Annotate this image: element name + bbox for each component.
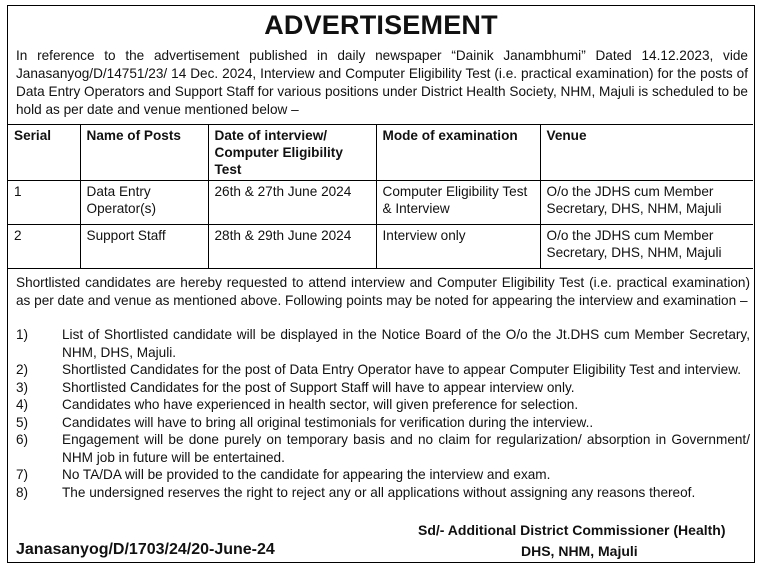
header-date: Date of interview/ Computer Eligibility Test [208, 125, 376, 181]
point-number: 2) [16, 362, 29, 377]
point-text: Candidates who have experienced in health sector, will given preference for selection. [62, 397, 579, 412]
list-item [16, 379, 750, 397]
signatory-title: Sd/- Additional District Commissioner (Health) [418, 522, 726, 538]
list-item [16, 326, 750, 361]
cell-serial: 2 [8, 225, 80, 269]
cell-venue: O/o the JDHS cum Member Secretary, DHS, NHM, Majuli [540, 225, 753, 269]
point-text: List of Shortlisted candidate will be displayed in the Notice Board of the O/o the Jt.DHS cum Member Secretary, NHM, DHS, Majuli. [62, 327, 750, 360]
cell-mode: Interview only [376, 225, 540, 269]
header-venue: Venue [540, 125, 753, 181]
table-header-row [8, 125, 753, 181]
list-item [16, 414, 750, 432]
point-number: 1) [16, 327, 29, 342]
point-text: Shortlisted Candidates for the post of Data Entry Operator have to appear Computer Eligibility Test and interview. [62, 362, 742, 377]
cell-post: Data Entry Operator(s) [80, 181, 208, 225]
intro-paragraph: In reference to the advertisement published in daily newspaper “Dainik Janambhumi” Dated 14.12.2023, vide Janasanyog/D/14751/23/ 14 Dec. 2024, Interview and Computer Eligibility Test (i.e. practical examination) for the posts of Data Entry Operators and Support Staff for various positions under District Health Society, NHM, Majuli is scheduled to be hold as per date and venue mentioned below – [16, 48, 748, 117]
list-item [16, 361, 750, 379]
reference-number: Janasanyog/D/1703/24/20-June-24 [16, 541, 275, 558]
point-number: 4) [16, 397, 29, 412]
point-text: The undersigned reserves the right to reject any or all applications without assigning any reasons thereof. [62, 484, 696, 500]
table-row [8, 225, 753, 269]
cell-serial: 1 [8, 181, 80, 225]
point-number: 3) [16, 379, 29, 395]
header-serial: Serial [8, 125, 80, 181]
list-item [16, 396, 750, 414]
list-item [16, 431, 750, 466]
point-number: 6) [16, 432, 29, 447]
signatory-office: DHS, NHM, Majuli [521, 543, 638, 559]
advertisement-frame [7, 5, 755, 563]
notes-intro-paragraph: Shortlisted candidates are hereby requested to attend interview and Computer Eligibility Test (i.e. practical examination) as per date and venue as mentioned above. Following points may be noted for appearing the interview and examination – [16, 275, 750, 308]
list-item [16, 484, 750, 502]
cell-venue: O/o the JDHS cum Member Secretary, DHS, NHM, Majuli [540, 181, 753, 225]
cell-post: Support Staff [80, 225, 208, 269]
header-post-name: Name of Posts [80, 125, 208, 181]
page-title: ADVERTISEMENT [264, 10, 498, 40]
point-text: Engagement will be done purely on temporary basis and no claim for regularization/ absorption in Government/ NHM job in future will be entertained. [62, 432, 750, 465]
points-list [16, 326, 750, 501]
point-text: Candidates will have to bring all original testimonials for verification during the interview.. [62, 414, 594, 430]
point-number: 8) [16, 484, 29, 500]
list-item [16, 466, 750, 484]
table-row [8, 181, 753, 225]
cell-date: 26th & 27th June 2024 [208, 181, 376, 225]
header-mode: Mode of examination [376, 125, 540, 181]
point-text: No TA/DA will be provided to the candidate for appearing the interview and exam. [62, 467, 551, 482]
posts-table [8, 124, 753, 269]
point-number: 5) [16, 414, 29, 430]
point-text: Shortlisted Candidates for the post of Support Staff will have to appear interview only. [62, 379, 575, 395]
point-number: 7) [16, 467, 29, 482]
cell-mode: Computer Eligibility Test & Interview [376, 181, 540, 225]
cell-date: 28th & 29th June 2024 [208, 225, 376, 269]
